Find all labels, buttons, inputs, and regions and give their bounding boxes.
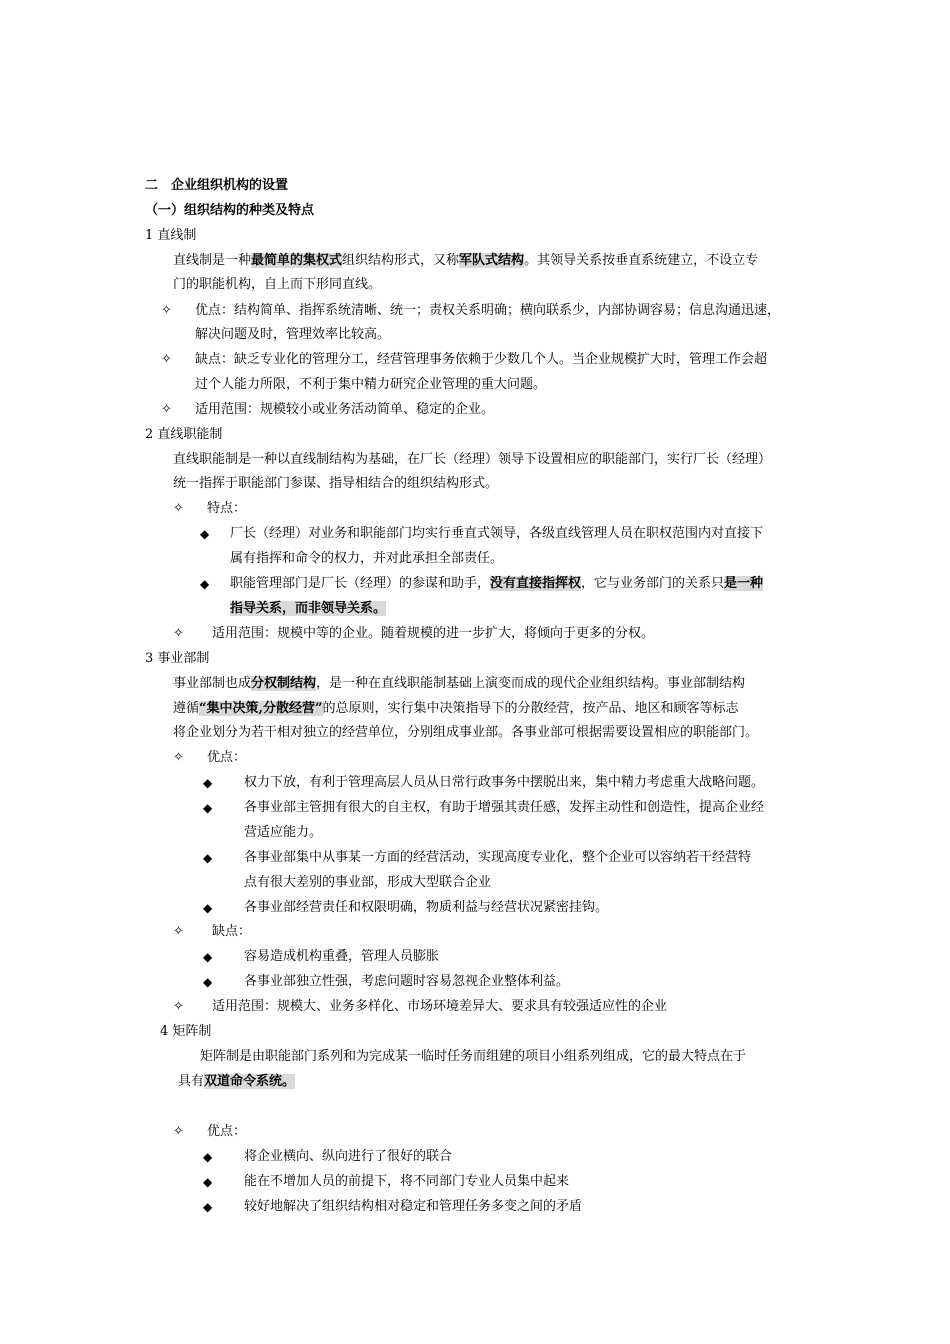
- highlight: 没有直接指挥权: [490, 576, 582, 591]
- sparkle-bullet-icon: ✧: [161, 303, 172, 318]
- diamond-bullet-icon: ◆: [200, 527, 210, 541]
- advantage-line: 各事业部集中从事某一方面的经营活动，实现高度专业化，整个企业可以容纳若干经营特: [244, 850, 752, 865]
- sparkle-bullet-icon: ✧: [173, 924, 184, 939]
- diamond-bullet-icon: ◆: [203, 1200, 213, 1214]
- diamond-bullet-icon: ◆: [203, 776, 213, 790]
- scope-line: 适用范围：规模大、业务多样化、市场环境差异大、要求具有较强适应性的企业: [212, 999, 668, 1014]
- highlight: 分权制结构: [251, 676, 317, 691]
- highlight: “集中决策,分散经营”: [199, 701, 323, 716]
- advantage-label: 优点：: [207, 1124, 247, 1139]
- paragraph-line: 矩阵制是由职能部门系列和为完成某一临时任务而组建的项目小组系列组成，它的最大特点在于: [200, 1049, 747, 1064]
- disadvantage-label: 缺点：: [212, 924, 252, 939]
- scope-line: 适用范围：规模中等的企业。随着规模的进一步扩大，将倾向于更多的分权。: [212, 626, 655, 641]
- paragraph-line: 直线制是一种最简单的集权式组织结构形式，又称军队式结构。其领导关系按垂直系统建立，不设立专: [173, 253, 759, 268]
- sparkle-bullet-icon: ✧: [161, 352, 172, 367]
- diamond-bullet-icon: ◆: [203, 975, 213, 989]
- advantage-line: 权力下放，有利于管理高层人员从日常行政事务中摆脱出来，集中精力考虑重大战略问题。: [244, 775, 765, 790]
- item-title-4: 4 矩阵制: [160, 1024, 212, 1039]
- feature-line: 职能管理部门是厂长（经理）的参谋和助手，没有直接指挥权，它与业务部门的关系只是一种: [230, 576, 764, 591]
- advantage-line: 将企业横向、纵向进行了很好的联合: [244, 1149, 453, 1164]
- section-heading: 二 企业组织机构的设置: [145, 178, 289, 193]
- paragraph-line: 将企业划分为若干相对独立的经营单位，分别组成事业部。各事业部可根据需要设置相应的职能部门。: [173, 725, 759, 740]
- sparkle-bullet-icon: ✧: [161, 402, 172, 417]
- disadvantage-line: 容易造成机构重叠，管理人员膨胀: [244, 949, 440, 964]
- item-title-1: 1 直线制: [145, 228, 197, 243]
- diamond-bullet-icon: ◆: [203, 851, 213, 865]
- feature-label: 特点：: [207, 501, 247, 516]
- paragraph-line: 直线职能制是一种以直线制结构为基础，在厂长（经理）领导下设置相应的职能部门，实行厂长（经理）: [173, 452, 772, 467]
- sparkle-bullet-icon: ✧: [173, 750, 184, 765]
- advantage-line: 能在不增加人员的前提下，将不同部门专业人员集中起来: [244, 1174, 570, 1189]
- highlight: 双道命令系统。: [204, 1074, 296, 1089]
- feature-line: 厂长（经理）对业务和职能部门均实行垂直式领导，各级直线管理人员在职权范围内对直接下: [230, 526, 764, 541]
- diamond-bullet-icon: ◆: [203, 1150, 213, 1164]
- advantage-line: 各事业部主管拥有很大的自主权，有助于增强其责任感，发挥主动性和创造性，提高企业经: [244, 800, 765, 815]
- advantage-line: 优点：结构简单、指挥系统清晰、统一；责权关系明确；横向联系少，内部协调容易；信息沟通迅速，: [195, 303, 781, 318]
- item-title-2: 2 直线职能制: [145, 427, 223, 442]
- highlight: 最简单的集权式: [251, 253, 343, 268]
- highlight: 指导关系，而非领导关系。: [230, 601, 387, 616]
- item-title-3: 3 事业部制: [145, 651, 210, 666]
- advantage-line: 各事业部经营责任和权限明确，物质利益与经营状况紧密挂钩。: [244, 900, 609, 915]
- disadvantage-line: 各事业部独立性强，考虑问题时容易忽视企业整体利益。: [244, 974, 570, 989]
- feature-line: 属有指挥和命令的权力，并对此承担全部责任。: [230, 551, 504, 566]
- highlight: 军队式结构: [459, 253, 525, 268]
- sparkle-bullet-icon: ✧: [173, 1124, 184, 1139]
- advantage-line: 点有很大差别的事业部，形成大型联合企业: [244, 875, 492, 890]
- sparkle-bullet-icon: ✧: [173, 501, 184, 516]
- highlight: 是一种: [724, 576, 764, 591]
- diamond-bullet-icon: ◆: [203, 1175, 213, 1189]
- feature-line: [230, 597, 386, 621]
- paragraph-line: 遵循“集中决策,分散经营”的总原则，实行集中决策指导下的分散经营，按产品、地区和顾客等标志: [173, 701, 739, 716]
- advantage-line: 解决问题及时，管理效率比较高。: [195, 327, 391, 342]
- diamond-bullet-icon: ◆: [203, 950, 213, 964]
- diamond-bullet-icon: ◆: [203, 901, 213, 915]
- paragraph-line: 统一指挥于职能部门参谋、指导相结合的组织结构形式。: [173, 476, 499, 491]
- paragraph-line: 事业部制也成分权制结构，是一种在直线职能制基础上演变而成的现代企业组织结构。事业部制结构: [173, 676, 746, 691]
- paragraph-line: 具有双道命令系统。: [178, 1074, 296, 1089]
- advantage-label: 优点：: [207, 750, 247, 765]
- diamond-bullet-icon: ◆: [200, 577, 210, 591]
- paragraph-line: 门的职能机构，自上而下形同直线。: [173, 277, 382, 292]
- advantage-line: 营适应能力。: [244, 825, 323, 840]
- diamond-bullet-icon: ◆: [203, 801, 213, 815]
- disadvantage-line: 缺点：缺乏专业化的管理分工，经营管理事务依赖于少数几个人。当企业规模扩大时，管理工作会超: [195, 352, 768, 367]
- scope-line: 适用范围：规模较小或业务活动简单、稳定的企业。: [195, 402, 495, 417]
- advantage-line: 较好地解决了组织结构相对稳定和管理任务多变之间的矛盾: [244, 1199, 583, 1214]
- disadvantage-line: 过个人能力所限，不利于集中精力研究企业管理的重大问题。: [195, 377, 547, 392]
- subsection-heading: （一）组织结构的种类及特点: [145, 203, 315, 218]
- sparkle-bullet-icon: ✧: [173, 626, 184, 641]
- sparkle-bullet-icon: ✧: [173, 999, 184, 1014]
